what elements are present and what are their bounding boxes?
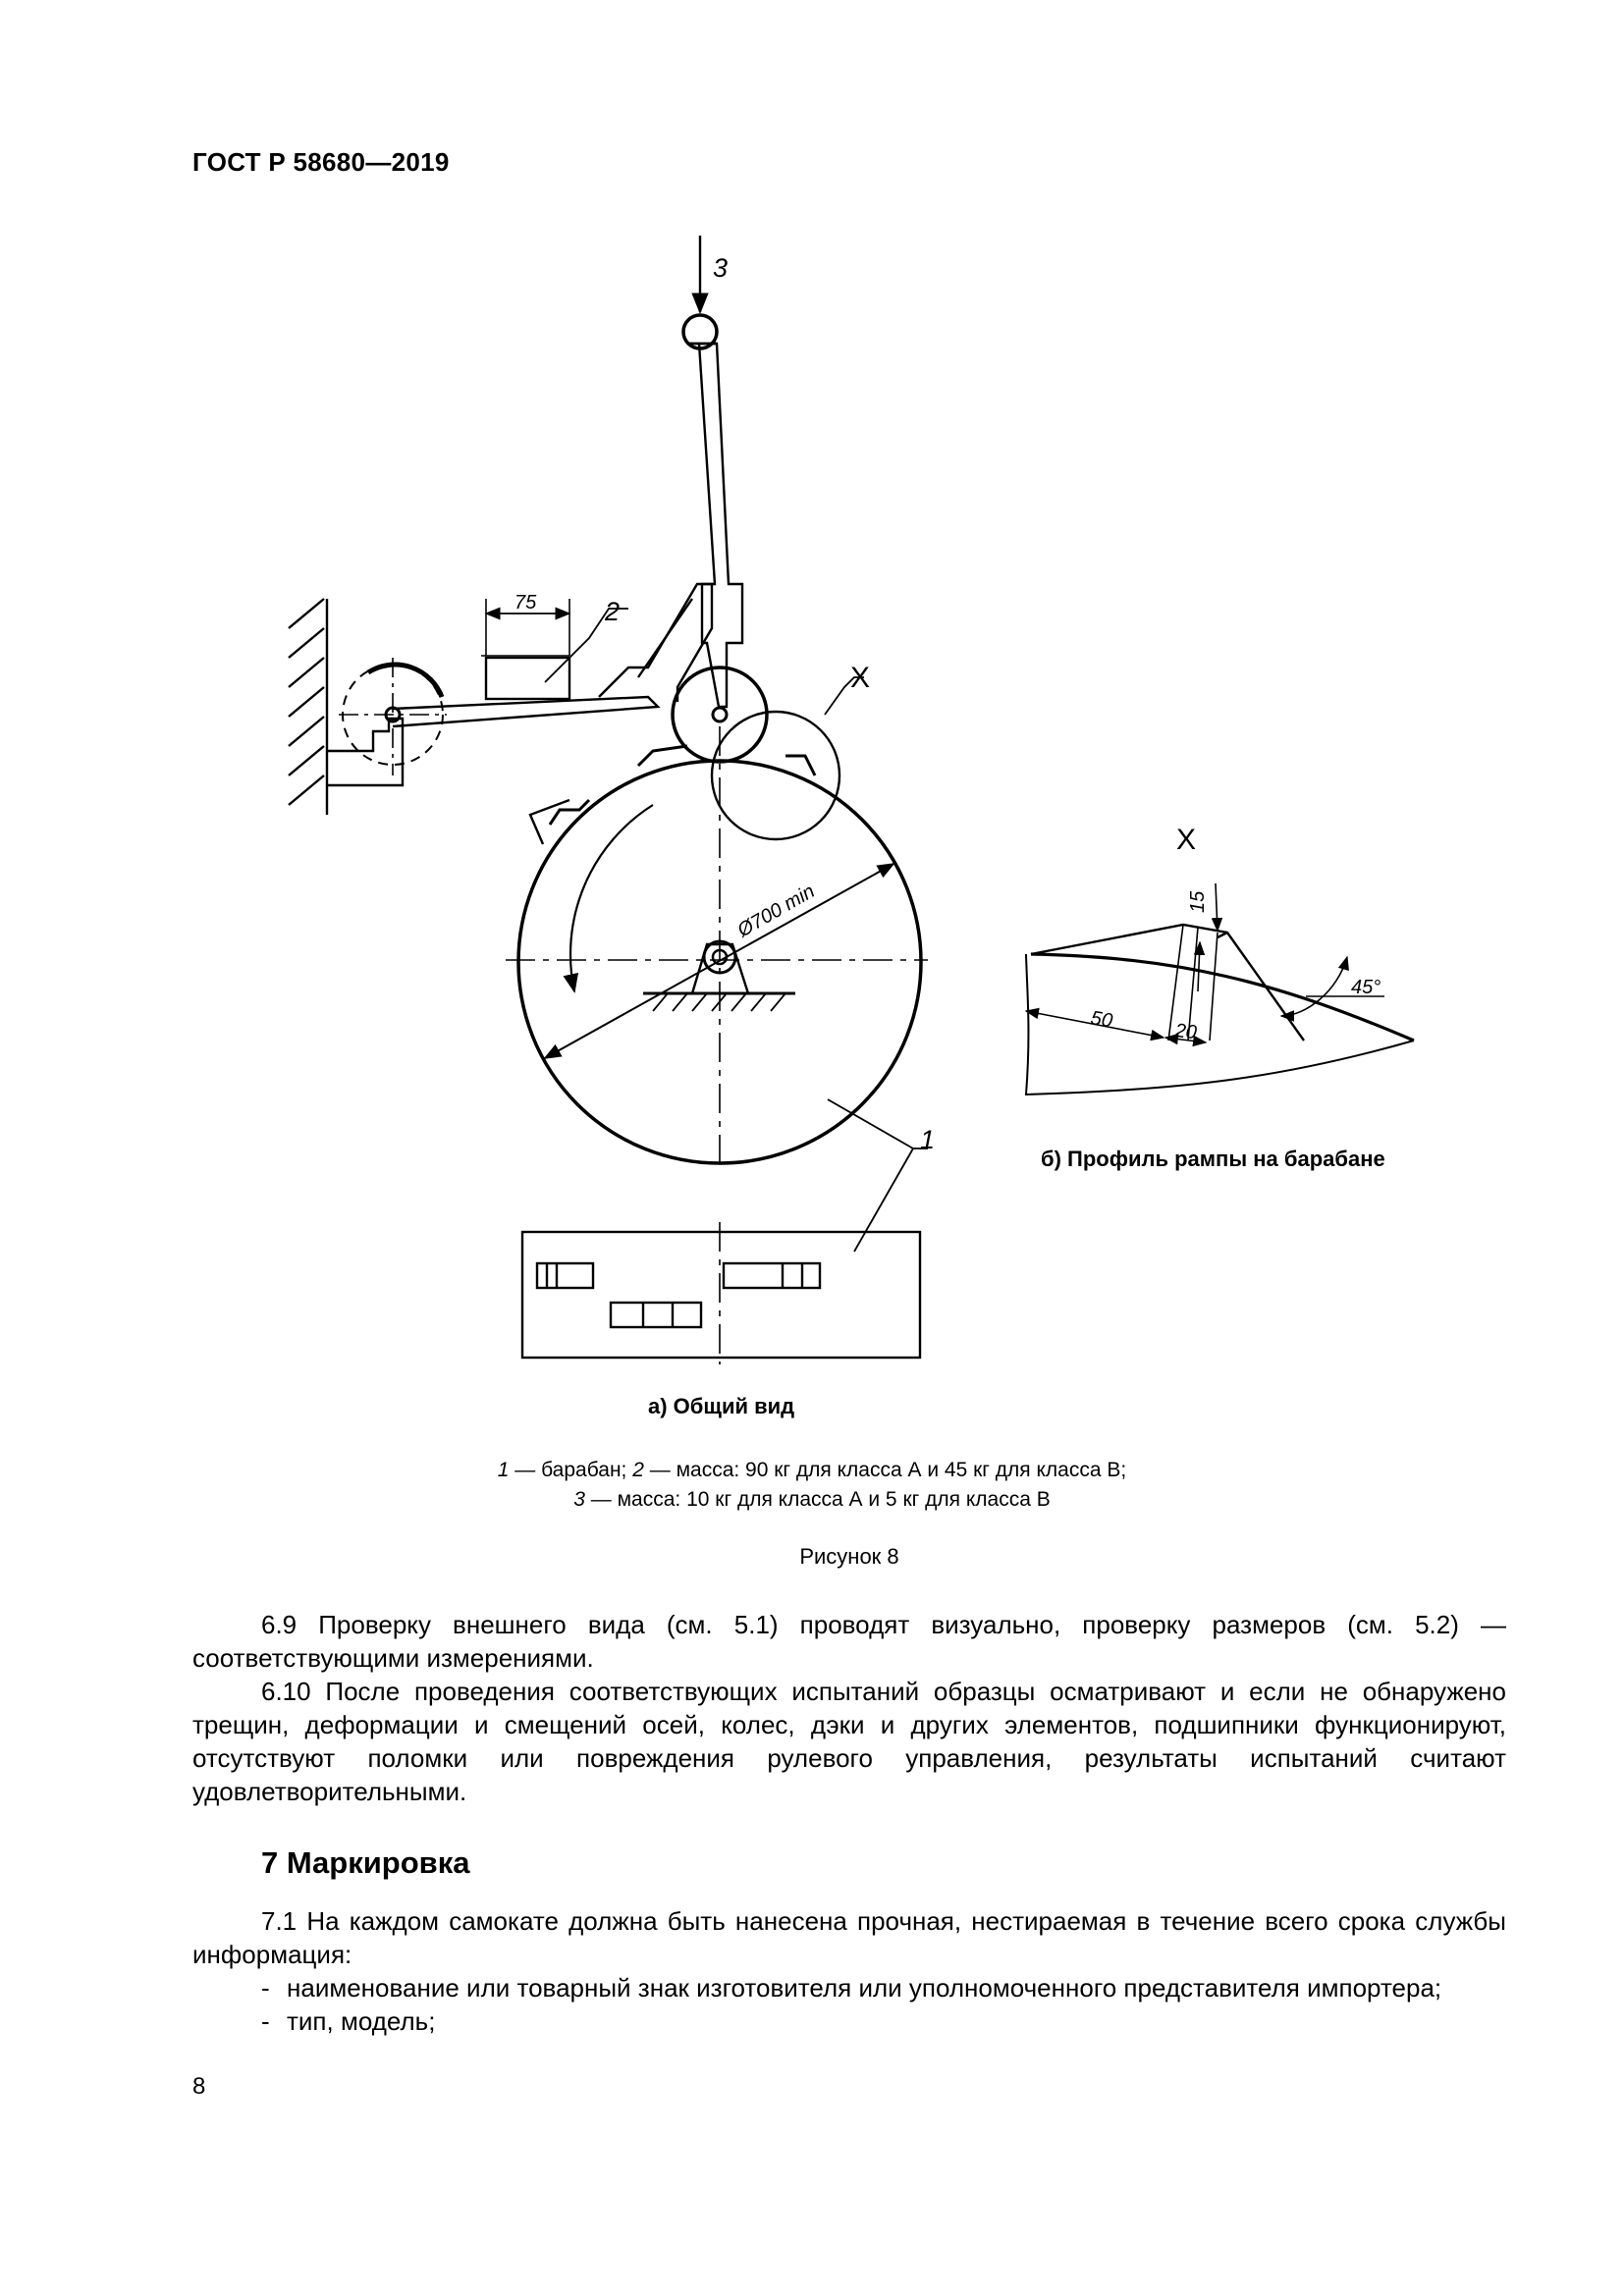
paragraph-6-9: 6.9 Проверку внешнего вида (см. 5.1) проводят визуально, проверку размеров (см. 5.2) — соответствующими измерениями.: [192, 1610, 1506, 1673]
wall-hatching: [289, 599, 327, 815]
paragraph-6-10: 6.10 После проведения соответствующих испытаний образцы осматривают и если не обнаружено трещин, деформации и смещений осей, колес, дэки и других элементов, подшипники функционируют, отсутствуют поломки или повреждения рулевого управления, результаты испытаний считают удовлетворительными.: [192, 1677, 1506, 1806]
label-x-detail: X: [1176, 824, 1197, 856]
caption-general-view: а) Общий вид: [648, 1394, 795, 1418]
legend-num-2: 2: [632, 1459, 644, 1481]
caption-ramp-profile: б) Профиль рампы на барабане: [1041, 1147, 1385, 1171]
label-2: 2: [605, 597, 621, 626]
list-dash: -: [261, 1973, 270, 2002]
document-header: ГОСТ Р 58680—2019: [192, 147, 450, 177]
figure-legend-line-1: [0, 1459, 1624, 1482]
label-x-view: X: [850, 662, 871, 694]
legend-text-2: — масса: 90 кг для класса А и 45 кг для класса В;: [643, 1459, 1127, 1481]
dim-45deg: 45°: [1351, 977, 1381, 998]
dim-15: 15: [1187, 890, 1209, 913]
legend-text-3: — масса: 10 кг для класса А и 5 кг для класса В: [584, 1488, 1051, 1511]
label-1: 1: [920, 1125, 936, 1154]
legend-num-1: 1: [497, 1459, 510, 1481]
list-dash: -: [261, 2006, 270, 2036]
legend-text-1: — барабан;: [509, 1459, 633, 1481]
section-title: 7 Маркировка: [261, 1845, 470, 1880]
paragraph-7-1: 7.1 На каждом самокате должна быть нанесена прочная, нестираемая в течение всего срока службы информация:: [192, 1906, 1506, 1969]
page-number: 8: [192, 2073, 206, 2100]
list-item-text: тип, модель;: [287, 2006, 436, 2036]
label-3: 3: [713, 253, 729, 283]
dim-50: 50: [1089, 1007, 1114, 1033]
dim-diameter: Ø700 min: [733, 880, 819, 942]
dim-75: 75: [514, 592, 537, 614]
list-item: [261, 1971, 1441, 2004]
figure-title: Рисунок 8: [799, 1544, 899, 1569]
list-item-text: наименование или товарный знак изготовителя или уполномоченного представителя импортера;: [287, 1973, 1442, 2002]
list-item: [261, 2004, 435, 2038]
figure-legend-line-2: [0, 1488, 1624, 1512]
dim-20: 20: [1173, 1020, 1198, 1044]
legend-num-3: 3: [573, 1488, 585, 1511]
